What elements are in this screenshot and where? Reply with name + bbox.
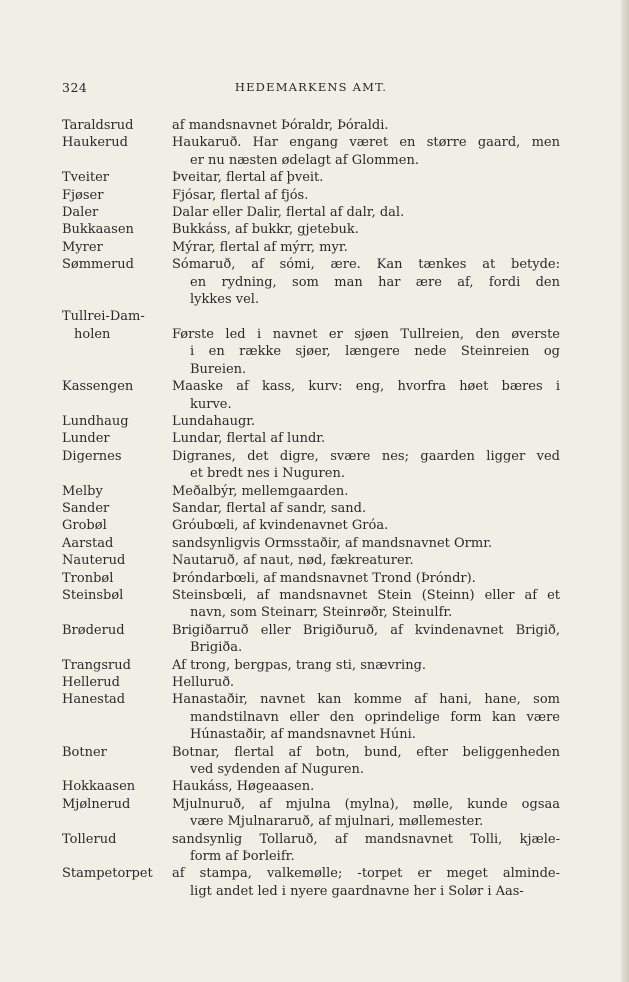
description-line: Maaske af kass, kurv: eng, hvorfra høet bæres i [172, 379, 560, 395]
farm-name [62, 187, 172, 204]
farm-name-line: Tveiter [62, 170, 109, 186]
description-line: Første led i navnet er sjøen Tullreien, den øverste [172, 326, 560, 342]
description-line: Af trong, bergpas, trang sti, snævring. [172, 657, 427, 673]
farm-name-line: Hellerud [62, 675, 120, 690]
entry-row [62, 169, 560, 186]
description-line: Botnar, flertal af botn, bund, efter beliggenheden [172, 744, 560, 760]
farm-description [172, 239, 560, 256]
farm-name [62, 117, 172, 134]
description-line: navn, som Steinarr, Steinrøðr, Steinulfr. [190, 605, 453, 621]
description-line: Brigiðarruð eller Brigiðuruð, af kvindenavnet Brigið, [172, 622, 560, 638]
farm-name-line: Digernes [62, 448, 122, 464]
description-line: Mjulnuruð, af mjulna (mylna), mølle, kunde ogsaa [172, 796, 560, 812]
entry-row [62, 517, 560, 534]
description-line [172, 308, 560, 325]
farm-description [172, 831, 560, 866]
description-line: Digranes, det digre, svære nes; gaarden ligger ved [172, 448, 560, 464]
farm-description [172, 552, 560, 569]
description-line: Sandar, flertal af sandr, sand. [172, 500, 367, 516]
description-line: Haukáss, Høgeaasen. [172, 779, 315, 795]
running-title: HEDEMARKENS AMT. [234, 80, 388, 94]
entry-row [62, 500, 560, 517]
page-edge [621, 0, 629, 982]
farm-description [172, 204, 560, 221]
farm-name-line: Hanestad [62, 692, 126, 708]
farm-name-line: Sømmerud [62, 257, 134, 273]
entry-row [62, 744, 560, 779]
farm-name-line: Botner [62, 744, 107, 760]
description-line: sandsynligvis Ormsstaðir, af mandsnavnet Ormr. [172, 535, 493, 551]
description-line: Brigiða. [190, 640, 243, 656]
farm-name-line: Kassengen [62, 379, 134, 395]
entry-row [62, 204, 560, 221]
description-line: lykkes vel. [190, 292, 260, 308]
entry-row [62, 796, 560, 831]
farm-name [62, 483, 172, 500]
farm-name-line: Brøderud [62, 622, 125, 638]
entry-row [62, 657, 560, 674]
farm-name [62, 622, 172, 657]
farm-name [62, 517, 172, 534]
farm-name [62, 378, 172, 413]
description-line: form af Þorleifr. [190, 849, 295, 865]
farm-name [62, 413, 172, 430]
farm-name [62, 500, 172, 517]
farm-description [172, 378, 560, 413]
farm-description [172, 778, 560, 795]
entry-row [62, 448, 560, 483]
description-line: sandsynlig Tollaruð, af mandsnavnet Tolli, kjæle- [172, 831, 560, 847]
entry-row [62, 552, 560, 569]
description-line: af stampa, valkemølle; -torpet er meget alminde- [172, 866, 560, 882]
farm-description [172, 744, 560, 779]
farm-description [172, 691, 560, 743]
description-line: Bureien. [190, 361, 247, 377]
farm-name-line: Sander [62, 500, 110, 516]
description-line: af mandsnavnet Þóraldr, Þóraldi. [172, 118, 389, 133]
description-line: er nu næsten ødelagt af Glommen. [190, 152, 419, 168]
farm-description [172, 587, 560, 622]
farm-name [62, 778, 172, 795]
farm-name-line: Mjølnerud [62, 796, 131, 812]
description-line: Nautaruð, af naut, nød, fækreaturer. [172, 553, 414, 569]
description-line: Dalar eller Dalir, flertal af dalr, dal. [172, 205, 405, 221]
entry-row [62, 587, 560, 622]
farm-name-line: Nauterud [62, 553, 126, 569]
farm-description [172, 483, 560, 500]
entry-row [62, 413, 560, 430]
farm-name-line: Grobøl [62, 518, 107, 534]
farm-description [172, 117, 560, 134]
entry-row [62, 117, 560, 134]
description-line: Gróubœli, af kvindenavnet Gróa. [172, 518, 389, 534]
entry-row [62, 535, 560, 552]
farm-name [62, 552, 172, 569]
farm-name-line: Bukkaasen [62, 222, 134, 238]
farm-name [62, 831, 172, 866]
description-line: Sómaruð, af sómi, ære. Kan tænkes at betyde: [172, 257, 560, 273]
farm-name [62, 535, 172, 552]
farm-name [62, 865, 172, 900]
farm-name [62, 796, 172, 831]
description-line: Fjósar, flertal af fjós. [172, 187, 309, 203]
entry-row [62, 430, 560, 447]
entry-row [62, 622, 560, 657]
farm-description [172, 622, 560, 657]
page-header [62, 80, 560, 98]
entry-row [62, 187, 560, 204]
farm-name-line: Tullrei-Dam- [62, 309, 145, 325]
farm-name [62, 744, 172, 779]
entry-row [62, 134, 560, 169]
description-line: i en række sjøer, længere nede Steinreien og [190, 344, 560, 360]
description-line: ligt andet led i nyere gaardnavne her i Solør i Aas- [190, 883, 524, 899]
farm-name [62, 570, 172, 587]
farm-description [172, 256, 560, 308]
description-line: kurve. [190, 396, 232, 412]
entry-row [62, 831, 560, 866]
entry-row [62, 674, 560, 691]
farm-name-line: Melby [62, 483, 103, 499]
farm-name-line: Tollerud [62, 831, 117, 847]
description-line: et bredt nes i Nuguren. [190, 466, 345, 482]
entry-row [62, 691, 560, 743]
farm-description [172, 796, 560, 831]
farm-description [172, 448, 560, 483]
farm-name-line: Stampetorpet [62, 866, 153, 882]
farm-name [62, 691, 172, 743]
farm-name-line: Tronbøl [62, 570, 114, 586]
farm-description [172, 221, 560, 238]
farm-name-line: Taraldsrud [62, 118, 134, 133]
description-line: Lundahaugr. [172, 413, 256, 429]
farm-description [172, 535, 560, 552]
farm-description [172, 657, 560, 674]
entry-row [62, 865, 560, 900]
farm-description [172, 865, 560, 900]
farm-description [172, 570, 560, 587]
entry-row [62, 256, 560, 308]
entry-row [62, 308, 560, 378]
entry-row [62, 483, 560, 500]
farm-name-line: Steinsbøl [62, 587, 124, 603]
farm-description [172, 169, 560, 186]
farm-name-line: Fjøser [62, 187, 104, 203]
farm-name-line: Lunder [62, 431, 110, 447]
farm-description [172, 187, 560, 204]
farm-description [172, 430, 560, 447]
farm-description [172, 308, 560, 378]
description-line: Lundar, flertal af lundr. [172, 431, 326, 447]
farm-description [172, 517, 560, 534]
description-line: Mýrar, flertal af mýrr, myr. [172, 239, 348, 255]
entry-list [62, 117, 560, 900]
farm-name [62, 204, 172, 221]
entry-row [62, 778, 560, 795]
farm-name [62, 134, 172, 169]
description-line: en rydning, som man har ære af, fordi den [190, 274, 560, 290]
entry-row [62, 239, 560, 256]
description-line: Helluruð. [172, 675, 235, 690]
description-line: Meðalbýr, mellemgaarden. [172, 483, 349, 499]
page-number: 324 [62, 80, 88, 95]
farm-name-line: Trangsrud [62, 657, 131, 673]
description-line: Steinsbœli, af mandsnavnet Stein (Steinn) eller af et [172, 587, 560, 603]
farm-name [62, 430, 172, 447]
farm-name [62, 657, 172, 674]
farm-name-line: Haukerud [62, 135, 128, 151]
farm-name-line: holen [74, 326, 111, 342]
farm-name-line: Hokkaasen [62, 779, 136, 795]
farm-description [172, 413, 560, 430]
entry-row [62, 378, 560, 413]
description-line: Hanastaðir, navnet kan komme af hani, hane, som [172, 692, 560, 708]
farm-name-line: Aarstad [62, 535, 114, 551]
description-line: ved sydenden af Nuguren. [190, 762, 364, 778]
description-line: Húnastaðir, af mandsnavnet Húni. [190, 727, 416, 743]
entry-row [62, 221, 560, 238]
entry-row [62, 570, 560, 587]
description-line: Þveitar, flertal af þveit. [172, 170, 324, 186]
farm-description [172, 500, 560, 517]
farm-name-line: Daler [62, 205, 99, 221]
description-line: Bukkáss, af bukkr, gjetebuk. [172, 222, 359, 238]
farm-description [172, 674, 560, 691]
farm-name [62, 221, 172, 238]
description-line: være Mjulnararuð, af mjulnari, møllemester. [190, 814, 484, 830]
farm-name [62, 674, 172, 691]
farm-name [62, 239, 172, 256]
farm-name-line: Myrer [62, 239, 103, 255]
description-line: Þróndarbœli, af mandsnavnet Trond (Þróndr). [172, 570, 476, 586]
description-line: mandstilnavn eller den oprindelige form kan være [190, 709, 560, 725]
farm-name [62, 169, 172, 186]
farm-name [62, 448, 172, 483]
farm-name [62, 256, 172, 308]
farm-name-line: Lundhaug [62, 413, 129, 429]
farm-description [172, 134, 560, 169]
farm-name [62, 308, 172, 378]
description-line: Haukaruð. Har engang været en større gaard, men [172, 135, 560, 151]
farm-name [62, 587, 172, 622]
